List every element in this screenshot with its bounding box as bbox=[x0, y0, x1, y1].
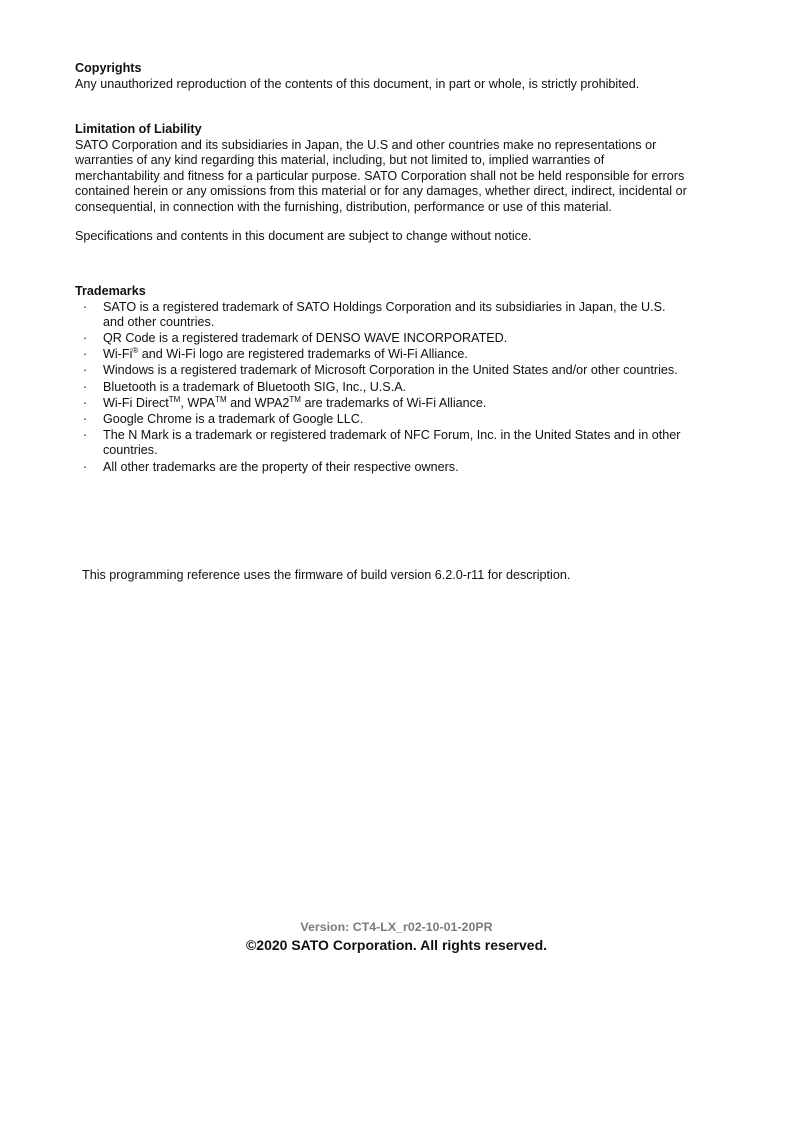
list-item bbox=[75, 396, 735, 412]
liability-line: merchantability and fitness for a particular purpose. SATO Corporation shall not be held responsible for errors bbox=[75, 168, 685, 183]
list-item-text: All other trademarks are the property of their respective owners. bbox=[103, 459, 459, 474]
trademark-mark: TM bbox=[289, 394, 301, 404]
liability-section bbox=[75, 122, 735, 216]
bullet-icon: · bbox=[83, 299, 88, 314]
liability-line: consequential, in connection with the furnishing, distribution, performance or use of this material. bbox=[75, 199, 612, 214]
trademark-mark: TM bbox=[215, 394, 227, 404]
bullet-icon: · bbox=[83, 459, 88, 474]
bullet-icon: · bbox=[83, 379, 88, 394]
list-item-text: countries. bbox=[103, 443, 158, 458]
bullet-icon: · bbox=[83, 411, 88, 426]
list-item bbox=[75, 331, 735, 347]
text-fragment: , WPA bbox=[180, 395, 216, 410]
liability-line: contained herein or any omissions from this material or for any damages, whether direct, indirect, incidental or bbox=[75, 184, 687, 199]
text-fragment: and Wi-Fi logo are registered trademarks of Wi-Fi Alliance. bbox=[138, 347, 468, 362]
list-item-text bbox=[103, 396, 486, 410]
list-item bbox=[75, 363, 735, 379]
page-footer bbox=[0, 920, 793, 954]
text-fragment: Wi-Fi Direct bbox=[103, 395, 169, 410]
bullet-icon: · bbox=[83, 331, 88, 346]
liability-text bbox=[75, 138, 735, 216]
list-item-text: Windows is a registered trademark of Microsoft Corporation in the United States and/or other countries. bbox=[103, 363, 678, 378]
bullet-icon: · bbox=[83, 427, 88, 442]
copyrights-text: Any unauthorized reproduction of the contents of this document, in part or whole, is strictly prohibited. bbox=[75, 76, 640, 91]
list-item bbox=[75, 300, 735, 331]
bullet-icon: · bbox=[83, 395, 88, 410]
list-item-text: QR Code is a registered trademark of DENSO WAVE INCORPORATED. bbox=[103, 331, 508, 346]
list-item bbox=[75, 347, 735, 363]
bullet-icon: · bbox=[83, 347, 88, 362]
registered-mark: ® bbox=[132, 346, 139, 356]
list-item-text bbox=[103, 347, 468, 361]
trademarks-section bbox=[75, 284, 735, 476]
text-fragment: Wi-Fi bbox=[103, 347, 133, 362]
list-item bbox=[75, 460, 735, 476]
text-fragment: are trademarks of Wi-Fi Alliance. bbox=[300, 395, 487, 410]
trademarks-heading: Trademarks bbox=[75, 284, 146, 298]
list-item bbox=[75, 428, 735, 459]
version-label: Version: CT4-LX_r02-10-01-20PR bbox=[300, 920, 493, 934]
list-item-text: The N Mark is a trademark or registered trademark of NFC Forum, Inc. in the United States and in other bbox=[103, 427, 681, 442]
bullet-icon: · bbox=[83, 363, 88, 378]
list-item bbox=[75, 380, 735, 396]
copyright-notice: ©2020 SATO Corporation. All rights reserved. bbox=[245, 937, 548, 953]
list-item-text: SATO is a registered trademark of SATO Holdings Corporation and its subsidiaries in Japan, the U.S. bbox=[103, 299, 666, 314]
liability-line: SATO Corporation and its subsidiaries in Japan, the U.S and other countries make no representations or bbox=[75, 137, 657, 152]
list-item-text: and other countries. bbox=[103, 315, 215, 330]
list-item bbox=[75, 412, 735, 428]
copyrights-section bbox=[75, 61, 735, 92]
firmware-note: This programming reference uses the firmware of build version 6.2.0-r11 for description. bbox=[82, 568, 571, 582]
liability-heading: Limitation of Liability bbox=[75, 122, 202, 136]
copyrights-heading: Copyrights bbox=[75, 61, 142, 75]
change-notice: Specifications and contents in this document are subject to change without notice. bbox=[75, 229, 532, 243]
trademarks-list bbox=[75, 300, 735, 476]
list-item-text: Bluetooth is a trademark of Bluetooth SIG, Inc., U.S.A. bbox=[103, 379, 407, 394]
trademark-mark: TM bbox=[168, 394, 181, 404]
text-fragment: and WPA2 bbox=[226, 395, 290, 410]
list-item-text: Google Chrome is a trademark of Google LLC. bbox=[103, 411, 364, 426]
liability-line: warranties of any kind regarding this material, including, but not limited to, implied warranties of bbox=[75, 153, 605, 168]
